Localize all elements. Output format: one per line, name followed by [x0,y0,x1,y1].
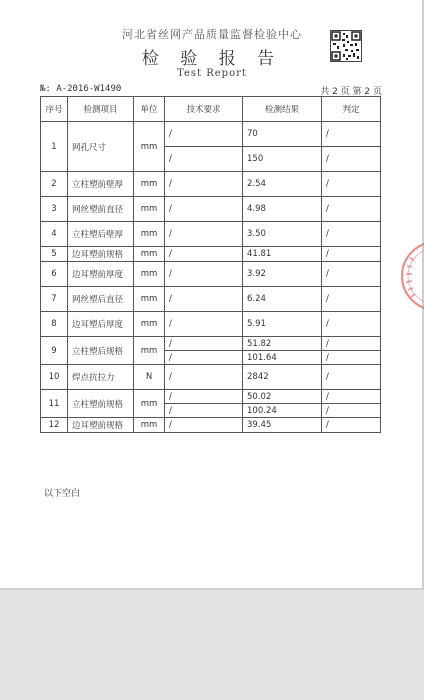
cell-seq: 8 [41,312,68,337]
cell-verdict: / [322,287,381,312]
cell-requirement: / [165,122,243,147]
cell-unit: mm [134,222,165,247]
red-seal-stamp-icon [396,236,424,316]
col-header-seq: 序号 [41,97,68,122]
cell-item: 立柱塑后规格 [68,337,134,365]
report-number: №: A-2016-W1490 [40,84,122,94]
cell-requirement: / [165,418,243,433]
cell-requirement: / [165,262,243,287]
table-row [41,365,381,390]
cell-unit: mm [134,247,165,262]
cell-verdict: / [322,262,381,287]
cell-seq: 9 [41,337,68,365]
table-row [41,390,381,404]
cell-requirement: / [165,351,243,365]
cell-item: 边耳塑前厚度 [68,262,134,287]
cell-requirement: / [165,247,243,262]
cell-result: 4.98 [243,197,322,222]
table-row [41,172,381,197]
cell-unit: mm [134,172,165,197]
cell-result: 2842 [243,365,322,390]
cell-requirement: / [165,404,243,418]
cell-unit: mm [134,262,165,287]
cell-verdict: / [322,390,381,404]
cell-verdict: / [322,197,381,222]
cell-result: 39.45 [243,418,322,433]
cell-unit: N [134,365,165,390]
table-row [41,222,381,247]
cell-item: 焊点抗拉力 [68,365,134,390]
cell-seq: 10 [41,365,68,390]
report-meta [40,84,382,96]
end-of-content-note: 以下空白 [44,489,81,499]
cell-seq: 3 [41,197,68,222]
col-header-requirement: 技术要求 [165,97,243,122]
cell-seq: 5 [41,247,68,262]
table-row [41,418,381,433]
cell-requirement: / [165,287,243,312]
cell-item: 立柱塑后壁厚 [68,222,134,247]
cell-requirement: / [165,337,243,351]
cell-verdict: / [322,122,381,147]
cell-seq: 2 [41,172,68,197]
cell-unit: mm [134,312,165,337]
cell-seq: 12 [41,418,68,433]
cell-verdict: / [322,247,381,262]
cell-requirement: / [165,222,243,247]
cell-item: 边耳塑前规格 [68,418,134,433]
cell-unit: mm [134,390,165,418]
table-header-row [41,97,381,122]
cell-requirement: / [165,147,243,172]
cell-item: 网丝塑前直径 [68,197,134,222]
col-header-unit: 单位 [134,97,165,122]
cell-unit: mm [134,418,165,433]
table-row [41,287,381,312]
cell-result: 3.50 [243,222,322,247]
cell-result: 41.81 [243,247,322,262]
cell-requirement: / [165,365,243,390]
cell-item: 边耳塑后厚度 [68,312,134,337]
table-row [41,312,381,337]
cell-result: 100.24 [243,404,322,418]
cell-verdict: / [322,222,381,247]
cell-result: 50.02 [243,390,322,404]
col-header-result: 检测结果 [243,97,322,122]
cell-seq: 1 [41,122,68,172]
cell-result: 101.64 [243,351,322,365]
table-row [41,197,381,222]
cell-result: 2.54 [243,172,322,197]
cell-requirement: / [165,312,243,337]
cell-item: 网丝塑后直径 [68,287,134,312]
issuing-organization: 河北省丝网产品质量监督检验中心 [122,28,302,41]
cell-result: 3.92 [243,262,322,287]
cell-verdict: / [322,312,381,337]
cell-unit: mm [134,287,165,312]
cell-unit: mm [134,337,165,365]
cell-item: 立柱塑前壁厚 [68,172,134,197]
cell-unit: mm [134,197,165,222]
cell-verdict: / [322,337,381,351]
cell-verdict: / [322,404,381,418]
cell-verdict: / [322,172,381,197]
cell-seq: 4 [41,222,68,247]
cell-requirement: / [165,172,243,197]
table-row [41,122,381,147]
cell-result: 150 [243,147,322,172]
col-header-verdict: 判定 [322,97,381,122]
results-table [40,96,381,433]
cell-verdict: / [322,418,381,433]
cell-result: 5.91 [243,312,322,337]
cell-seq: 7 [41,287,68,312]
cell-result: 70 [243,122,322,147]
table-row [41,247,381,262]
cell-item: 网孔尺寸 [68,122,134,172]
cell-verdict: / [322,351,381,365]
cell-requirement: / [165,390,243,404]
table-row [41,262,381,287]
cell-item: 立柱塑前规格 [68,390,134,418]
report-subtitle: Test Report [177,68,247,79]
cell-verdict: / [322,365,381,390]
report-title: 检 验 报 告 [141,49,283,69]
cell-item: 边耳塑前规格 [68,247,134,262]
page-counter: 共 2 页 第 2 页 [320,87,382,97]
cell-requirement: / [165,197,243,222]
cell-verdict: / [322,147,381,172]
cell-unit: mm [134,122,165,172]
cell-result: 51.82 [243,337,322,351]
cell-seq: 6 [41,262,68,287]
table-row [41,337,381,351]
cell-result: 6.24 [243,287,322,312]
col-header-item: 检测项目 [68,97,134,122]
cell-seq: 11 [41,390,68,418]
